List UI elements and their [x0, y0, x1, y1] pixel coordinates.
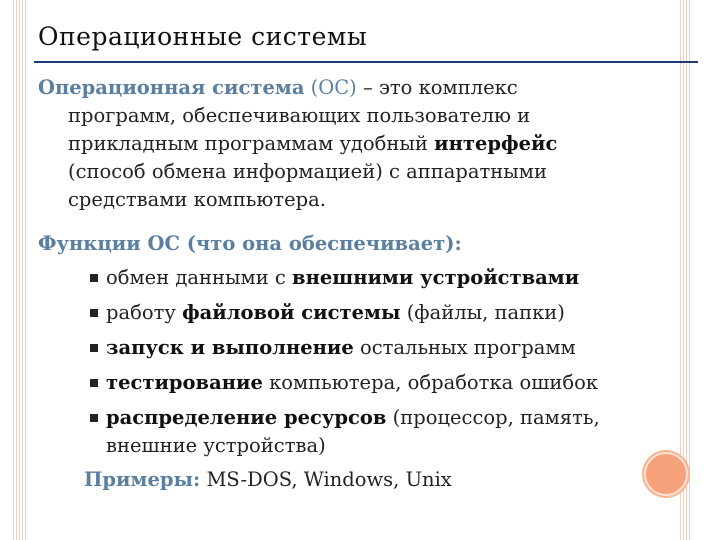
definition-line-5: средствами компьютера. [68, 188, 326, 211]
function-item-5-bold: распределение ресурсов [106, 406, 387, 429]
function-item-5-post: (процессор, память, [386, 406, 600, 429]
function-item-3-post: остальных программ [353, 336, 576, 359]
definition-line-3 [68, 130, 557, 158]
function-item-1-bold: внешними устройствами [292, 266, 580, 289]
bullet-square-icon [90, 379, 98, 387]
function-item-2-post: (файлы, папки) [400, 301, 565, 324]
function-item-2-pre: работу [106, 301, 183, 324]
definition-line-4: (способ обмена информацией) с аппаратными [68, 160, 547, 183]
bullet-square-icon [90, 414, 98, 422]
bullet-square-icon [90, 344, 98, 352]
definition-line3-start: прикладным программам удобный [68, 132, 435, 155]
function-item-2 [106, 299, 565, 327]
function-item-5-continuation: внешние устройства) [106, 434, 326, 457]
definition-line-1 [38, 74, 518, 102]
function-item-2-bold: файловой системы [182, 301, 401, 324]
bullet-square-icon [90, 309, 98, 317]
definition-line3-bold: интерфейс [434, 132, 558, 155]
examples-label: Примеры: [84, 468, 201, 491]
function-item-4 [106, 369, 598, 397]
definition-line1-rest: – это комплекс [356, 76, 518, 99]
definition-term: Операционная система [38, 76, 305, 99]
decor-circle-icon [644, 452, 688, 496]
function-item-1 [106, 264, 579, 292]
slide-title: Операционные системы [38, 22, 368, 51]
function-item-5 [106, 404, 600, 432]
bullet-square-icon [90, 274, 98, 282]
function-item-3 [106, 334, 576, 362]
function-item-4-post: компьютера, обработка ошибок [262, 371, 599, 394]
functions-heading: Функции ОС (что она обеспечивает): [38, 232, 462, 255]
function-item-1-pre: обмен данными с [106, 266, 293, 289]
function-item-3-bold: запуск и выполнение [106, 336, 354, 359]
examples-value: MS-DOS, Windows, Unix [200, 468, 452, 491]
definition-abbr: (ОС) [310, 76, 357, 99]
examples-line [84, 466, 452, 494]
left-decor-stripes [13, 0, 28, 540]
definition-line-2: программ, обеспечивающих пользователю и [68, 104, 531, 127]
title-underline [34, 61, 698, 63]
function-item-4-bold: тестирование [106, 371, 263, 394]
